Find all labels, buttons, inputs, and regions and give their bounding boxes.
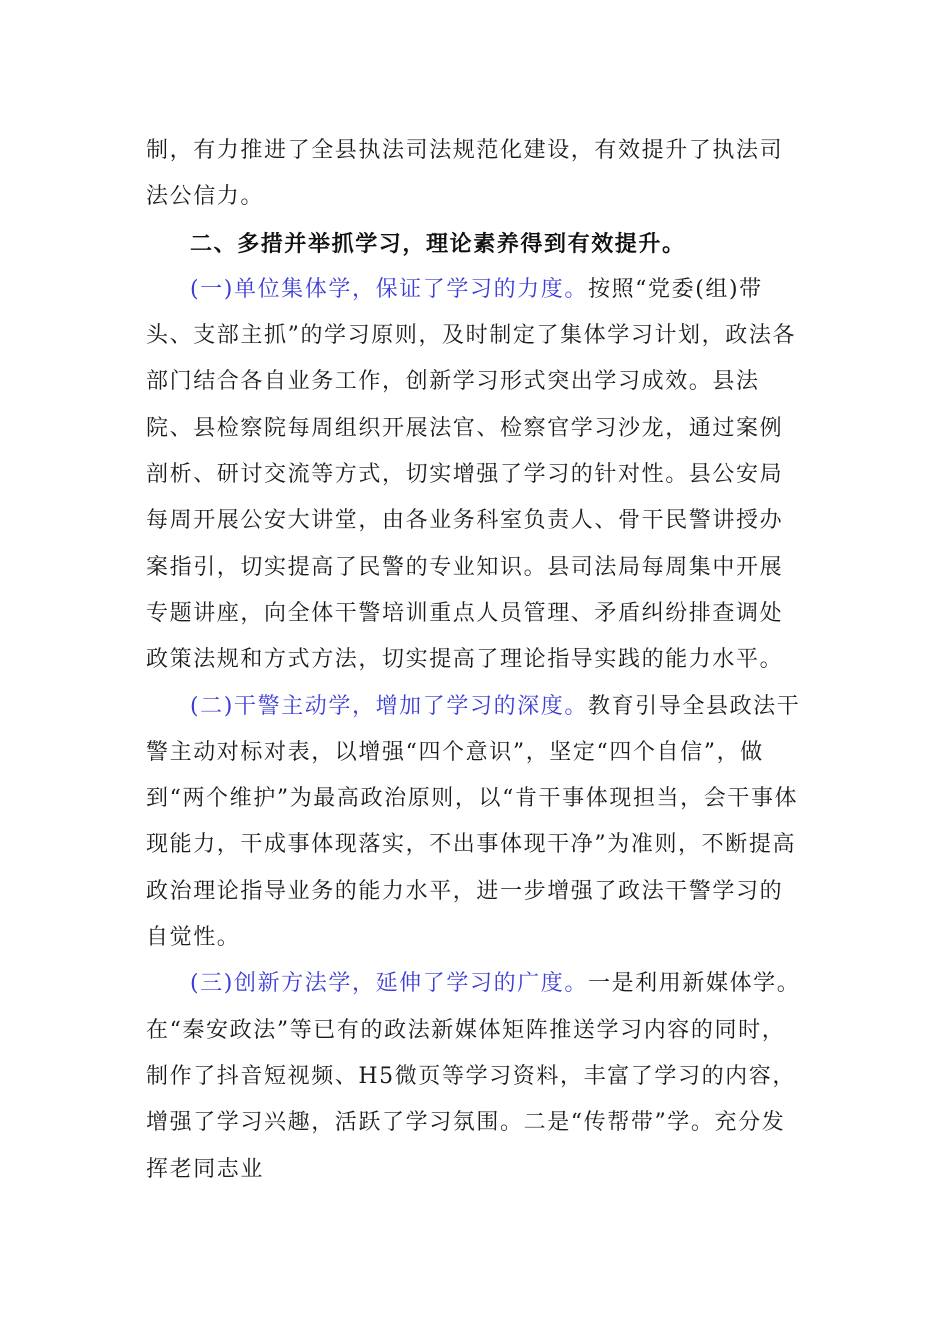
paragraph-text: 制，有力推进了全县执法司法规范化建设，有效提升了执法司法公信力。 — [146, 138, 784, 210]
document-body — [146, 128, 806, 1193]
paragraph-text: 教育引导全县政法干警主动对标对表，以增强“四个意识”，坚定“四个自信”，做到“两个维护”为最高政治原则，以“肯干事体现担当，会干事体现能力，干成事体现落实，不出事体现干净”为准则，不断提高政治理论指导业务的能力水平，进一步增强了政法干警学习的自觉性。 — [146, 693, 801, 951]
section-heading — [146, 221, 806, 267]
paragraph-text: 一是利用新媒体学。在“秦安政法”等已有的政法新媒体矩阵推送学习内容的同时，制作了抖音短视频、H5微页等学习资料，丰富了学习的内容，增强了学习兴趣，活跃了学习氛围。二是“传帮带”学。充分发挥老同志业 — [146, 971, 801, 1182]
subheading-collective-study: (一)单位集体学，保证了学习的力度。 — [190, 276, 588, 302]
paragraph-collective-study — [146, 267, 806, 684]
paragraph-continuation — [146, 128, 806, 221]
paragraph-active-study — [146, 684, 806, 962]
paragraph-text: 按照“党委(组)带头、支部主抓”的学习原则，及时制定了集体学习计划，政法各部门结合各自业务工作，创新学习形式突出学习成效。县法院、县检察院每周组织开展法官、检察官学习沙龙，通过案例剖析、研讨交流等方式，切实增强了学习的针对性。县公安局每周开展公安大讲堂，由各业务科室负责人、骨干民警讲授办案指引，切实提高了民警的专业知识。县司法局每周集中开展专题讲座，向全体干警培训重点人员管理、矛盾纠纷排查调处政策法规和方式方法，切实提高了理论指导实践的能力水平。 — [146, 276, 797, 673]
section-heading-text: 二、多措并举抓学习，理论素养得到有效提升。 — [190, 230, 686, 257]
paragraph-innovative-study — [146, 961, 806, 1192]
subheading-innovative-study: (三)创新方法学，延伸了学习的广度。 — [190, 971, 588, 997]
subheading-active-study: (二)干警主动学，增加了学习的深度。 — [190, 693, 588, 719]
